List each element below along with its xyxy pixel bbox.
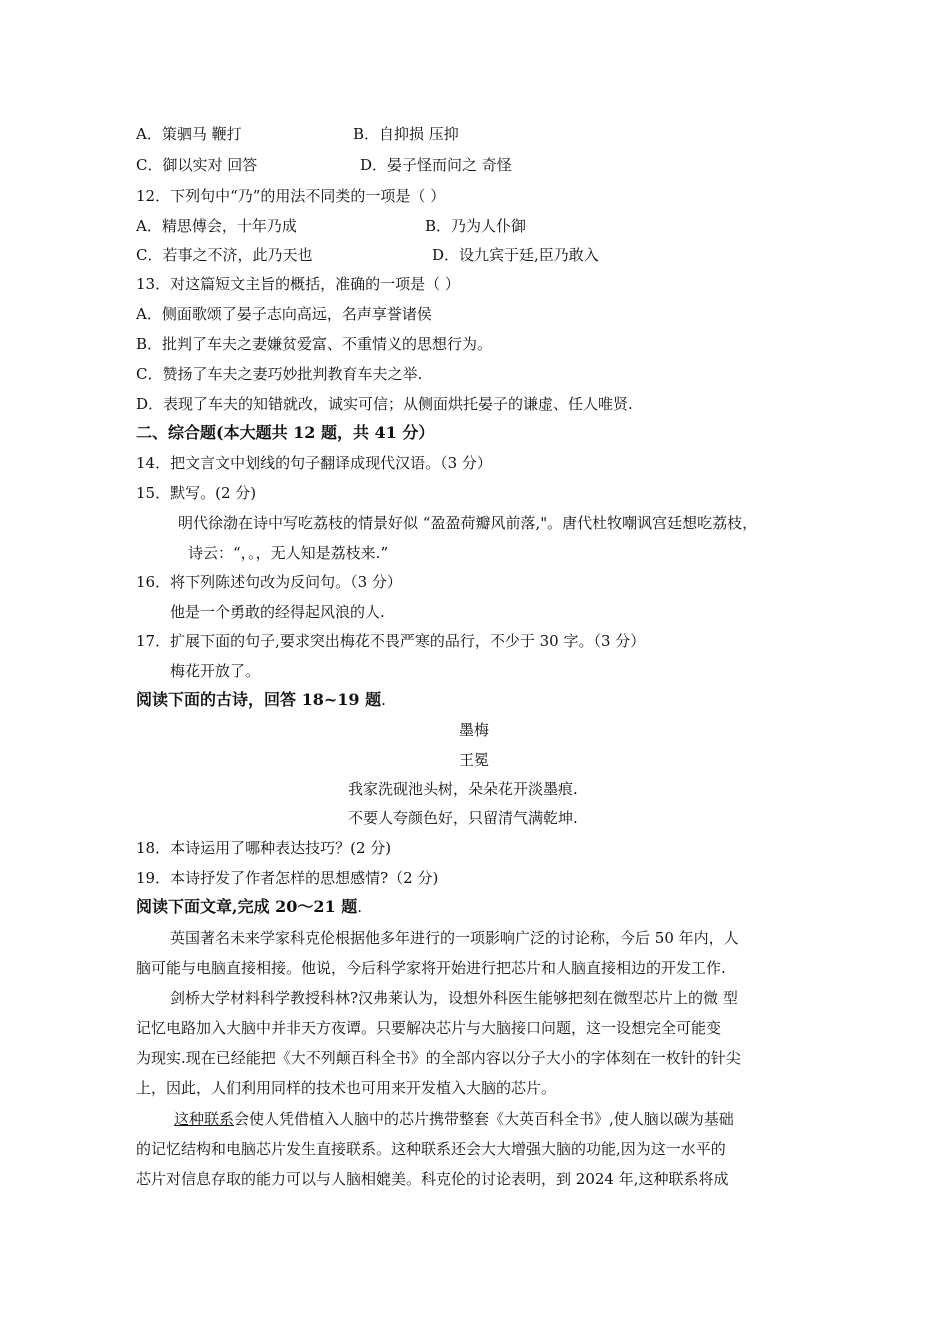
article-heading-end: . [357, 898, 363, 916]
q18-stem: 18．本诗运用了哪种表达技巧？(2 分) [136, 839, 392, 857]
q16-sentence: 他是一个勇敢的经得起风浪的人. [170, 603, 385, 621]
q19-stem: 19．本诗抒发了作者怎样的思想感情?（2 分) [136, 869, 439, 887]
article-p3-line-1 [174, 1109, 734, 1129]
q13-option-d: D．表现了车夫的知错就改，诚实可信；从侧面烘托晏子的谦虚、任人唯贤. [136, 395, 633, 413]
poem-heading-text: 阅读下面的古诗，回答 18~19 题 [136, 690, 382, 709]
q17-stem: 17．扩展下面的句子,要求突出梅花不畏严寒的品行，不少于 30 字。（3 分） [136, 632, 646, 650]
q15-stem: 15．默写。(2 分) [136, 484, 257, 502]
q15-line-2: 诗云：“，。，无人知是荔枝来.” [188, 544, 389, 562]
q12-option-b: B．乃为人仆御 [425, 217, 527, 235]
q11-option-c: C．御以实对 回答 [136, 156, 258, 174]
article-p2-line-3: 为现实.现在已经能把《大不列颠百科全书》的全部内容以分子大小的字体刻在一枚针的针尖 [136, 1049, 741, 1067]
poem-heading-end: . [381, 691, 386, 709]
q13-stem: 13．对这篇短文主旨的概括，准确的一项是（ ） [136, 275, 460, 293]
q16-stem: 16．将下列陈述句改为反问句。（3 分） [136, 573, 402, 591]
q12-option-c: C．若事之不济，此乃天也 [136, 246, 313, 264]
article-heading-text: 阅读下面文章,完成 20～21 题 [136, 897, 358, 916]
article-p1-line-2: 脑可能与电脑直接相接。他说，今后科学家将开始进行把芯片和人脑直接相边的开发工作. [136, 959, 726, 977]
q13-option-b: B．批判了车夫之妻嫌贫爱富、不重情义的思想行为。 [136, 335, 493, 353]
article-p2-line-2: 记忆电路加入大脑中并非天方夜谭。只要解决芯片与大脑接口问题，这一设想完全可能变 [136, 1019, 722, 1037]
q13-option-a: A．侧面歌颂了晏子志向高远，名声享誉诸侯 [136, 305, 432, 323]
q15-line-1: 明代徐渤在诗中写吃荔枝的情景好似 “盈盈荷瓣风前落,"。唐代杜牧嘲讽宫廷想吃荔枝， [178, 514, 758, 532]
article-p2-line-1: 剑桥大学材料科学教授科林?汉弗莱认为，设想外科医生能够把刻在微型芯片上的微 型 [170, 989, 738, 1007]
q14-stem: 14．把文言文中划线的句子翻译成现代汉语。（3 分） [136, 454, 492, 472]
underlined-phrase: 这种联系 [174, 1110, 235, 1128]
q12-option-d: D．设九宾于廷,臣乃敢入 [432, 246, 599, 264]
q11-option-b: B．自抑损 压抑 [353, 125, 459, 143]
poem-title: 墨梅 [459, 721, 490, 739]
article-p3-line-1-rest: 会使人凭借植入人脑中的芯片携带整套《大英百科全书》,使人脑以碳为基础 [234, 1110, 734, 1128]
article-p2-line-4: 上，因此，人们利用同样的技术也可用来开发植入大脑的芯片。 [136, 1079, 557, 1097]
q12-stem: 12．下列句中“乃”的用法不同类的一项是（ ） [136, 187, 446, 205]
article-p1-line-1: 英国著名未来学家科克伦根据他多年进行的一项影响广泛的讨论称，今后 50 年内，人 [170, 929, 739, 947]
poem-section-heading [136, 690, 386, 710]
q13-option-c: C．赞扬了车夫之妻巧妙批判教育车夫之举. [136, 365, 423, 383]
poem-line-1: 我家洗砚池头树，朵朵花开淡墨痕. [348, 780, 578, 798]
section-heading: 二、综合题(本大题共 12 题，共 41 分） [136, 423, 435, 442]
article-p3-line-2: 的记忆结构和电脑芯片发生直接联系。这种联系还会大大增强大脑的功能,因为这一水平的 [136, 1140, 726, 1158]
article-section-heading [136, 897, 362, 917]
q11-option-d: D．晏子怪而问之 奇怪 [360, 156, 512, 174]
q11-option-a: A．策驷马 鞭打 [136, 125, 242, 143]
q17-sentence: 梅花开放了。 [170, 662, 261, 680]
q12-option-a: A．精思傅会，十年乃成 [136, 217, 297, 235]
article-p3-line-3: 芯片对信息存取的能力可以与人脑相媲美。科克伦的讨论表明，到 2024 年,这种联系将成 [136, 1170, 729, 1188]
poem-author: 王冕 [459, 751, 490, 769]
poem-line-2: 不要人夸颜色好，只留清气满乾坤. [348, 809, 578, 827]
